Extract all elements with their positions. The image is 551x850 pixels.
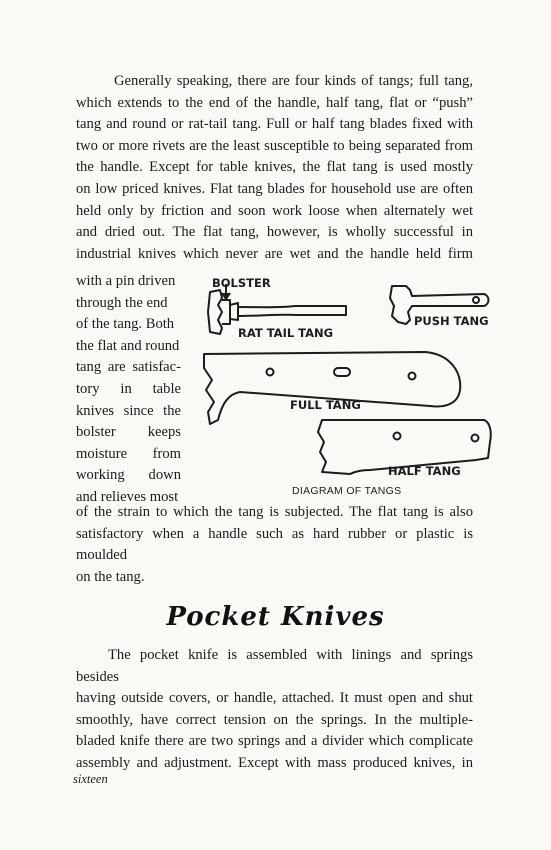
text-line: assembly and adjustment. Except with mass produced knives, in [76, 754, 473, 771]
text-line: with a pin driven [76, 273, 176, 289]
text-line: which extends to the end of the handle, half tang, flat or “push” [76, 94, 473, 111]
text-line: tang are satisfac- [76, 359, 181, 376]
text-line: through the end [76, 294, 168, 311]
wrapped-text-column [76, 271, 181, 509]
section-heading: Pocket Knives [166, 602, 385, 632]
full-tang-label: FULL TANG [290, 398, 361, 412]
text-line: Generally speaking, there are four kinds of tangs; full tang, [114, 73, 473, 89]
page-number: sixteen [73, 772, 108, 786]
text-line: held only by friction and soon work loose when alternately wet [76, 202, 473, 219]
text-line: tory in table [76, 380, 181, 397]
full-tang-drawing [204, 352, 460, 424]
push-tang-label: PUSH TANG [414, 314, 489, 328]
paragraph-tangs [76, 71, 473, 265]
half-tang-label: HALF TANG [388, 464, 461, 478]
text-line: the flat and round [76, 337, 180, 354]
text-line: and relieves most [76, 488, 179, 505]
paragraph-tangs-continued [76, 502, 473, 588]
text-line: The pocket knife is assembled with linings and springs besides [76, 647, 473, 685]
text-line: satisfactory when a handle such as hard rubber or plastic is moulded [76, 525, 473, 564]
paragraph-pocket-knives [76, 645, 473, 775]
text-line: on the tang. [76, 568, 145, 585]
text-line: on low priced knives. Flat tang blades for household use are often [76, 180, 473, 197]
bolster-label: BOLSTER [212, 276, 271, 290]
rat-tail-tang-label: RAT TAIL TANG [238, 326, 334, 340]
text-line: of the tang. Both [76, 316, 175, 333]
text-line: industrial knives which never are wet and the handle held firm [76, 245, 473, 262]
text-line: tang and round or rat-tail tang. Full or half tang blades fixed with [76, 116, 473, 133]
diagram-caption: DIAGRAM OF TANGS [292, 485, 402, 497]
text-line: bolster keeps [76, 424, 181, 441]
text-line: smoothly, have correct tension on the springs. In the multiple- [76, 711, 473, 728]
text-line: and dried out. The flat tang, however, is wholly successful in [76, 224, 473, 241]
tang-diagram [200, 272, 500, 502]
text-line: the handle. Except for table knives, the flat tang is used mostly [76, 159, 473, 176]
text-line: two or more rivets are the least susceptible to being separated from [76, 137, 473, 154]
text-line: having outside covers, or handle, attached. It must open and shut [76, 690, 473, 707]
text-line: moisture from [76, 445, 181, 462]
text-line: bladed knife there are two springs and a divider which complicate [76, 733, 473, 750]
text-line: knives since the [76, 402, 181, 419]
text-line: working down [76, 467, 181, 484]
text-line: of the strain to which the tang is subjected. The flat tang is also [76, 504, 473, 520]
